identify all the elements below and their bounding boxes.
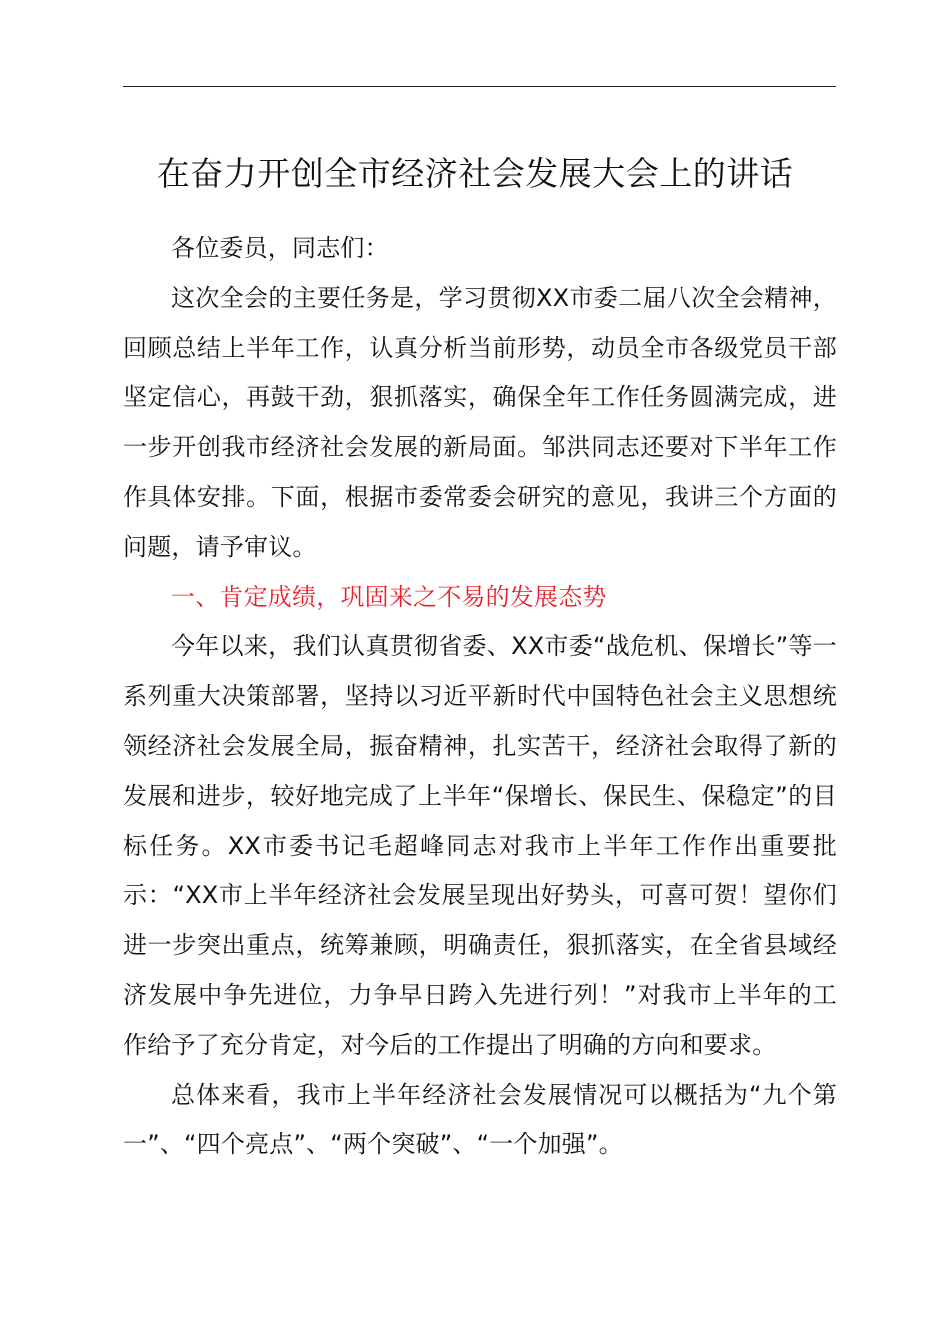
section-heading: 一、肯定成绩，巩固来之不易的发展态势 (171, 582, 607, 611)
document-body (123, 224, 837, 1170)
header-rule (123, 86, 836, 87)
body-paragraph: 总体来看，我市上半年经济社会发展情况可以概括为“九个第一”、“四个亮点”、“两个突破”、“一个加强”。 (123, 1080, 837, 1159)
body-paragraph: 今年以来，我们认真贯彻省委、XX市委“战危机、保增长”等一系列重大决策部署，坚持以习近平新时代中国特色社会主义思想统领经济社会发展全局，振奋精神，扎实苦干，经济社会取得了新的发展和进步，较好地完成了上半年“保增长、保民生、保稳定”的目标任务。XX市委书记毛超峰同志对我市上半年工作作出重要批示：“XX市上半年经济社会发展呈现出好势头，可喜可贺！望你们进一步突出重点，统筹兼顾，明确责任，狠抓落实，在全省县域经济发展中争先进位，力争早日跨入先进行列！”对我市上半年的工作给予了充分肯定，对今后的工作提出了明确的方向和要求。 (123, 632, 837, 1059)
intro-paragraph: 这次全会的主要任务是，学习贯彻XX市委二届八次全会精神，回顾总结上半年工作，认真分析当前形势，动员全市各级党员干部坚定信心，再鼓干劲，狠抓落实，确保全年工作任务圆满完成，进一步开创我市经济社会发展的新局面。邹洪同志还要对下半年工作作具体安排。下面，根据市委常委会研究的意见，我讲三个方面的问题，请予审议。 (123, 283, 837, 561)
document-title: 在奋力开创全市经济社会发展大会上的讲话 (156, 154, 794, 193)
salutation: 各位委员，同志们： (171, 234, 389, 262)
